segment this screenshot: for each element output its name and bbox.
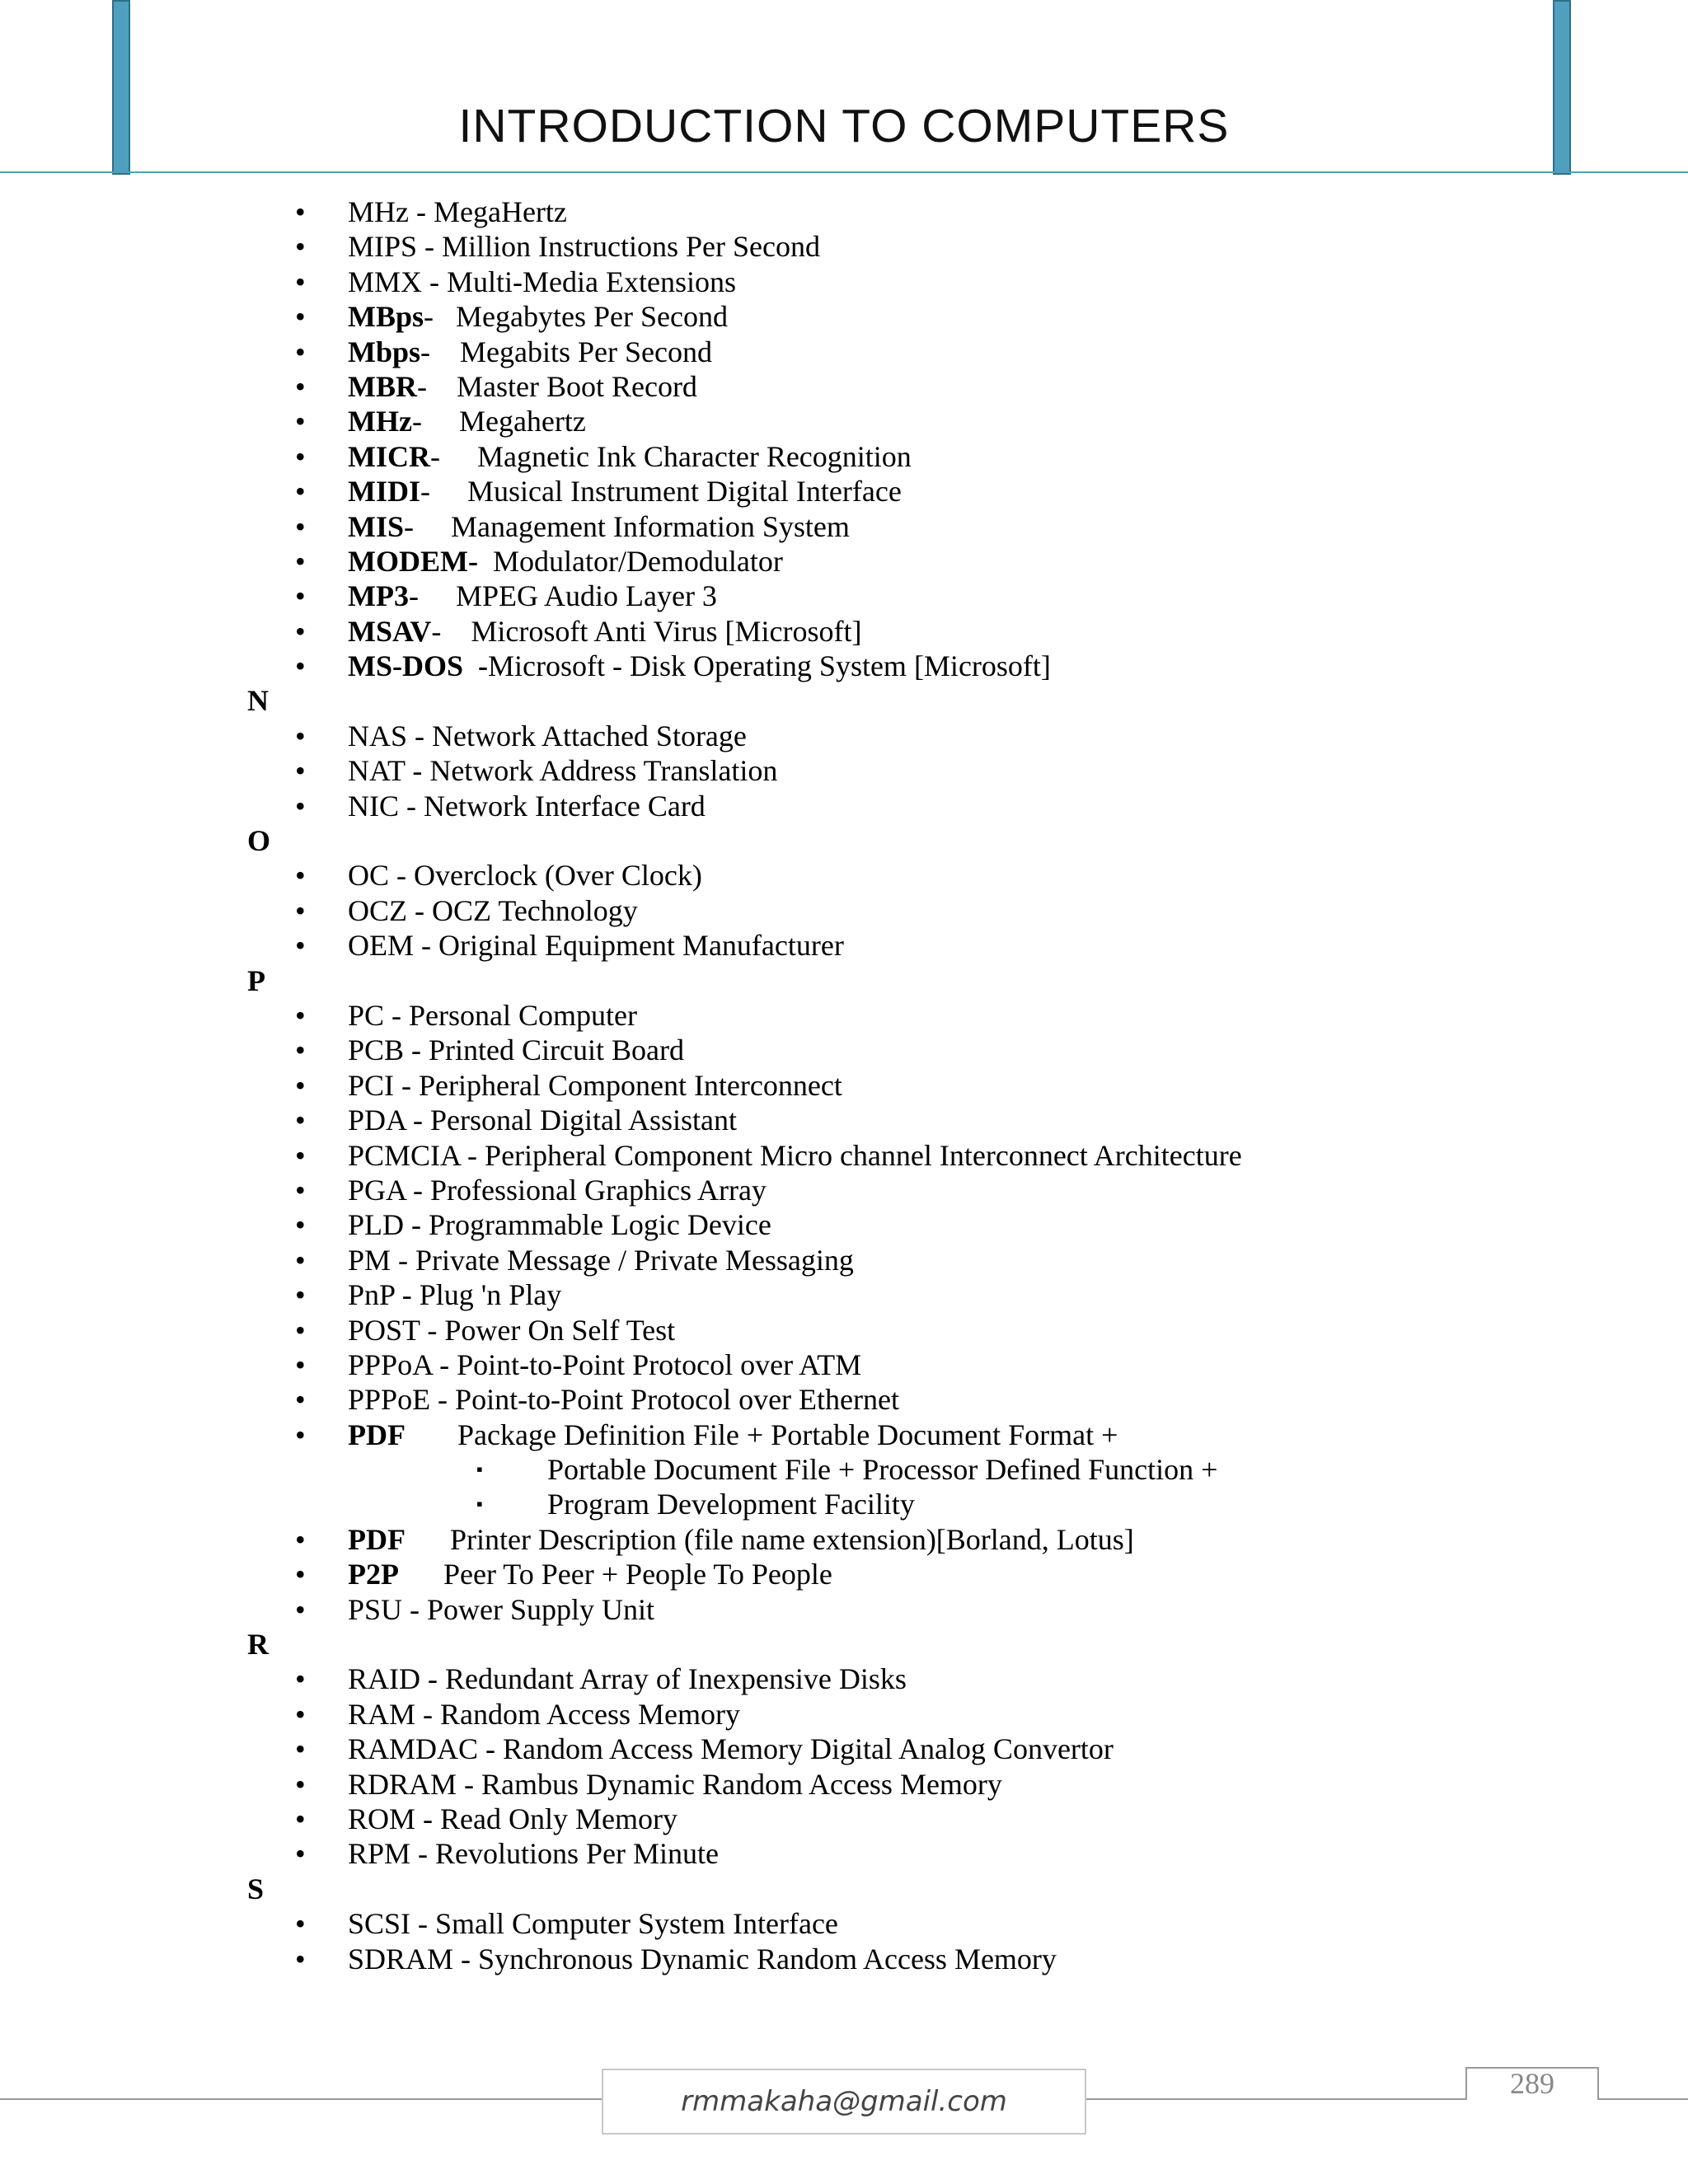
list-item: [0, 229, 1688, 264]
item-definition: - Musical Instrument Digital Interface: [420, 475, 902, 509]
list-item: [0, 265, 1688, 299]
bullet-icon: •: [295, 929, 306, 963]
bullet-icon: •: [295, 1558, 306, 1591]
list-item: [0, 1068, 1688, 1103]
list-item: [0, 579, 1688, 613]
item-text: [348, 509, 850, 544]
square-bullet-icon: ▪: [476, 1493, 483, 1515]
item-term: PDF: [348, 1522, 406, 1556]
item-text: [348, 1592, 654, 1627]
item-definition: SDRAM - Synchronous Dynamic Random Access Memory: [348, 1942, 1057, 1975]
bullet-icon: •: [295, 1732, 306, 1766]
item-term: MICR: [348, 439, 430, 473]
list-item: [0, 1732, 1688, 1766]
item-text: [348, 753, 777, 788]
item-term: PDF: [348, 1418, 406, 1451]
section-letter-row: [0, 1627, 1688, 1661]
item-definition: PCB - Printed Circuit Board: [348, 1033, 684, 1067]
bullet-icon: •: [295, 1208, 306, 1242]
item-definition: POST - Power On Self Test: [348, 1313, 676, 1347]
list-item: [0, 1243, 1688, 1277]
item-text: [348, 1068, 842, 1103]
bullet-icon: •: [295, 649, 306, 683]
bullet-icon: •: [295, 1068, 306, 1102]
bullet-icon: •: [295, 335, 306, 368]
item-text: [348, 1557, 832, 1591]
list-item: [0, 1906, 1688, 1941]
bullet-icon: •: [295, 1243, 306, 1277]
list-item: [0, 1313, 1688, 1347]
item-text: [348, 299, 728, 334]
list-item: [0, 1942, 1688, 1976]
list-item: [0, 614, 1688, 649]
item-definition: MMX - Multi-Media Extensions: [348, 265, 736, 298]
bullet-icon: •: [295, 1907, 306, 1941]
bullet-icon: •: [295, 544, 306, 578]
section-letter: P: [247, 963, 265, 997]
list-item: [0, 404, 1688, 438]
item-definition: - Master Boot Record: [417, 369, 697, 403]
section-letter-row: [0, 963, 1688, 998]
item-text: [348, 265, 736, 299]
list-item: [0, 1697, 1688, 1732]
list-item: [0, 1173, 1688, 1207]
item-text: [348, 1103, 737, 1137]
item-text: [348, 1906, 838, 1941]
item-definition: RDRAM - Rambus Dynamic Random Access Memory: [348, 1767, 1002, 1801]
item-definition: - Magnetic Ink Character Recognition: [429, 439, 912, 473]
section-letter-row: [0, 823, 1688, 858]
item-text: [348, 1802, 678, 1836]
list-item: [0, 893, 1688, 928]
item-definition: - Microsoft Anti Virus [Microsoft]: [431, 614, 862, 648]
section-letter-row: [0, 1872, 1688, 1906]
item-text: [348, 1732, 1114, 1766]
item-text: [348, 614, 861, 649]
list-item: [0, 1207, 1688, 1242]
item-text: [348, 194, 567, 229]
item-text: [348, 1033, 684, 1067]
list-item: [0, 1767, 1688, 1802]
item-definition: NAT - Network Address Translation: [348, 754, 778, 788]
item-text: [348, 1522, 1134, 1557]
sub-list-item: [0, 1452, 1688, 1487]
item-text: [348, 1382, 899, 1417]
list-item: [0, 1802, 1688, 1836]
item-term: MODEM-: [348, 544, 478, 578]
item-definition: - MPEG Audio Layer 3: [408, 579, 717, 613]
bullet-icon: •: [295, 1802, 306, 1835]
bullet-icon: •: [295, 1313, 306, 1347]
list-item: [0, 858, 1688, 893]
list-item: [0, 1418, 1688, 1452]
item-text: [348, 1767, 1002, 1802]
bullet-icon: •: [295, 1383, 306, 1417]
square-bullet-icon: ▪: [476, 1459, 483, 1480]
bullet-icon: •: [295, 998, 306, 1032]
list-item: [0, 1347, 1688, 1382]
item-term: MP3: [348, 579, 409, 613]
bullet-icon: •: [295, 1767, 306, 1801]
item-term: MHz: [348, 405, 412, 438]
item-definition: Peer To Peer + People To People: [398, 1558, 832, 1591]
item-definition: PGA - Professional Graphics Array: [348, 1173, 767, 1207]
list-item: [0, 753, 1688, 788]
list-item: [0, 1138, 1688, 1173]
item-term: Mbps: [348, 335, 421, 368]
list-item: [0, 369, 1688, 404]
header-rule: [0, 171, 1688, 173]
bullet-icon: •: [295, 859, 306, 893]
bullet-icon: •: [295, 579, 306, 613]
item-definition: PC - Personal Computer: [348, 998, 637, 1032]
item-text: [348, 474, 902, 509]
item-term: MSAV: [348, 614, 432, 648]
page-title: INTRODUCTION TO COMPUTERS: [458, 100, 1230, 152]
item-definition: RAMDAC - Random Access Memory Digital Analog Convertor: [348, 1732, 1114, 1766]
bullet-icon: •: [295, 369, 306, 403]
list-item: [0, 789, 1688, 823]
list-item: [0, 1592, 1688, 1627]
item-text: [348, 1942, 1057, 1976]
item-definition: PCI - Peripheral Component Interconnect: [348, 1068, 842, 1102]
list-item: [0, 719, 1688, 753]
item-term: MIDI: [348, 475, 420, 509]
bullet-icon: •: [295, 1347, 306, 1381]
bullet-icon: •: [295, 1697, 306, 1731]
item-definition: MHz - MegaHertz: [348, 195, 567, 228]
footer-rule-left: [0, 2098, 602, 2100]
list-item: [0, 299, 1688, 334]
section-letter: O: [247, 824, 271, 858]
item-definition: - Management Information System: [404, 509, 850, 543]
item-text: [348, 1207, 771, 1242]
item-text: [348, 1138, 1242, 1173]
item-definition: RPM - Revolutions Per Minute: [348, 1837, 720, 1871]
bullet-icon: •: [295, 1278, 306, 1312]
item-term: MIS: [348, 509, 405, 543]
item-definition: - Megahertz: [411, 405, 586, 438]
item-text: [348, 893, 638, 928]
item-definition: PPPoA - Point-to-Point Protocol over ATM: [348, 1347, 862, 1381]
bullet-icon: •: [295, 195, 306, 228]
item-definition: OEM - Original Equipment Manufacturer: [348, 929, 844, 963]
item-text: [348, 649, 1051, 683]
item-definition: PCMCIA - Peripheral Component Micro channel Interconnect Architecture: [348, 1138, 1242, 1172]
footer-rule-middle: [1086, 2098, 1465, 2100]
list-item: [0, 1836, 1688, 1871]
item-definition: ROM - Read Only Memory: [348, 1802, 678, 1835]
bullet-icon: •: [295, 509, 306, 543]
item-text: [348, 404, 586, 438]
item-definition: SCSI - Small Computer System Interface: [348, 1907, 838, 1941]
list-item: [0, 1033, 1688, 1067]
acronym-list: [0, 194, 1688, 1976]
list-item: [0, 439, 1688, 474]
item-definition: RAM - Random Access Memory: [348, 1697, 740, 1731]
item-text: [348, 335, 712, 369]
item-term: P2P: [348, 1558, 399, 1591]
item-text: [348, 229, 820, 264]
item-text: [348, 544, 783, 579]
bullet-icon: •: [295, 1837, 306, 1871]
list-item: [0, 509, 1688, 544]
item-text: [348, 1173, 767, 1207]
list-item: [0, 335, 1688, 369]
bullet-icon: •: [295, 439, 306, 473]
bullet-icon: •: [295, 893, 306, 927]
item-text: [348, 1418, 1118, 1452]
footer-email: rmmakaha@gmail.com: [681, 2085, 1007, 2118]
item-text: [348, 1313, 675, 1347]
item-definition: - Megabytes Per Second: [424, 300, 728, 334]
item-text: [348, 928, 844, 963]
item-definition: PM - Private Message / Private Messaging: [348, 1243, 854, 1277]
list-item: [0, 1103, 1688, 1137]
item-definition: MIPS - Million Instructions Per Second: [348, 230, 820, 264]
item-definition: Package Definition File + Portable Document Format +: [405, 1418, 1118, 1451]
item-text: [348, 789, 706, 823]
item-definition: PLD - Programmable Logic Device: [348, 1208, 771, 1242]
list-item: [0, 649, 1688, 683]
item-text: [348, 1347, 861, 1382]
item-term: MBps: [348, 300, 424, 334]
bullet-icon: •: [295, 1104, 306, 1137]
bullet-icon: •: [295, 405, 306, 438]
bullet-icon: •: [295, 1662, 306, 1696]
bullet-icon: •: [295, 614, 306, 648]
item-definition: NAS - Network Attached Storage: [348, 719, 747, 752]
item-term: MS-DOS -: [348, 649, 488, 683]
item-definition: OC - Overclock (Over Clock): [348, 859, 702, 893]
item-text: [348, 439, 912, 474]
footer-email-box: [602, 2069, 1086, 2135]
item-text: [348, 1243, 854, 1277]
list-item: [0, 1277, 1688, 1312]
sub-item-text: Portable Document File + Processor Defined Function +: [547, 1453, 1218, 1487]
sub-list-item: [0, 1487, 1688, 1521]
section-letter: S: [247, 1872, 265, 1905]
item-definition: - Megabits Per Second: [420, 335, 712, 368]
list-item: [0, 1557, 1688, 1591]
list-item: [0, 998, 1688, 1033]
item-term: MBR: [348, 369, 417, 403]
bullet-icon: •: [295, 265, 306, 298]
item-definition: OCZ - OCZ Technology: [348, 893, 638, 927]
page-number: 289: [1510, 2067, 1554, 2100]
sub-item-text: Program Development Facility: [547, 1488, 915, 1521]
bullet-icon: •: [295, 789, 306, 823]
bullet-icon: •: [295, 475, 306, 509]
item-definition: PPPoE - Point-to-Point Protocol over Ethernet: [348, 1383, 899, 1417]
bullet-icon: •: [295, 1033, 306, 1067]
bullet-icon: •: [295, 1173, 306, 1207]
item-definition: Modulator/Demodulator: [477, 544, 783, 578]
list-item: [0, 194, 1688, 229]
item-text: [348, 369, 697, 404]
bullet-icon: •: [295, 754, 306, 788]
list-item: [0, 1522, 1688, 1557]
list-item: [0, 928, 1688, 963]
list-item: [0, 1382, 1688, 1417]
bullet-icon: •: [295, 230, 306, 264]
item-text: [348, 858, 702, 893]
footer-rule-right: [1599, 2098, 1688, 2100]
bullet-icon: •: [295, 1522, 306, 1556]
item-text: [348, 998, 637, 1033]
bullet-icon: •: [295, 1942, 306, 1975]
bullet-icon: •: [295, 1138, 306, 1172]
item-definition: PnP - Plug 'n Play: [348, 1278, 562, 1312]
section-letter-row: [0, 683, 1688, 718]
item-definition: Printer Description (file name extension)[Borland, Lotus]: [405, 1522, 1134, 1556]
item-definition: Microsoft - Disk Operating System [Microsoft]: [488, 649, 1051, 683]
bullet-icon: •: [295, 1418, 306, 1451]
bullet-icon: •: [295, 300, 306, 334]
item-definition: NIC - Network Interface Card: [348, 789, 706, 823]
section-letter: N: [247, 684, 269, 718]
item-text: [348, 1277, 561, 1312]
item-text: [348, 719, 747, 753]
bullet-icon: •: [295, 1592, 306, 1626]
bullet-icon: •: [295, 719, 306, 752]
list-item: [0, 544, 1688, 579]
item-text: [348, 579, 717, 613]
item-definition: RAID - Redundant Array of Inexpensive Disks: [348, 1662, 907, 1696]
item-definition: PDA - Personal Digital Assistant: [348, 1104, 738, 1137]
item-text: [348, 1697, 740, 1732]
list-item: [0, 474, 1688, 509]
section-letter: R: [247, 1628, 269, 1661]
item-definition: PSU - Power Supply Unit: [348, 1592, 655, 1626]
item-text: [348, 1661, 907, 1696]
item-text: [348, 1836, 719, 1871]
page-number-box: [1465, 2067, 1599, 2100]
list-item: [0, 1661, 1688, 1696]
